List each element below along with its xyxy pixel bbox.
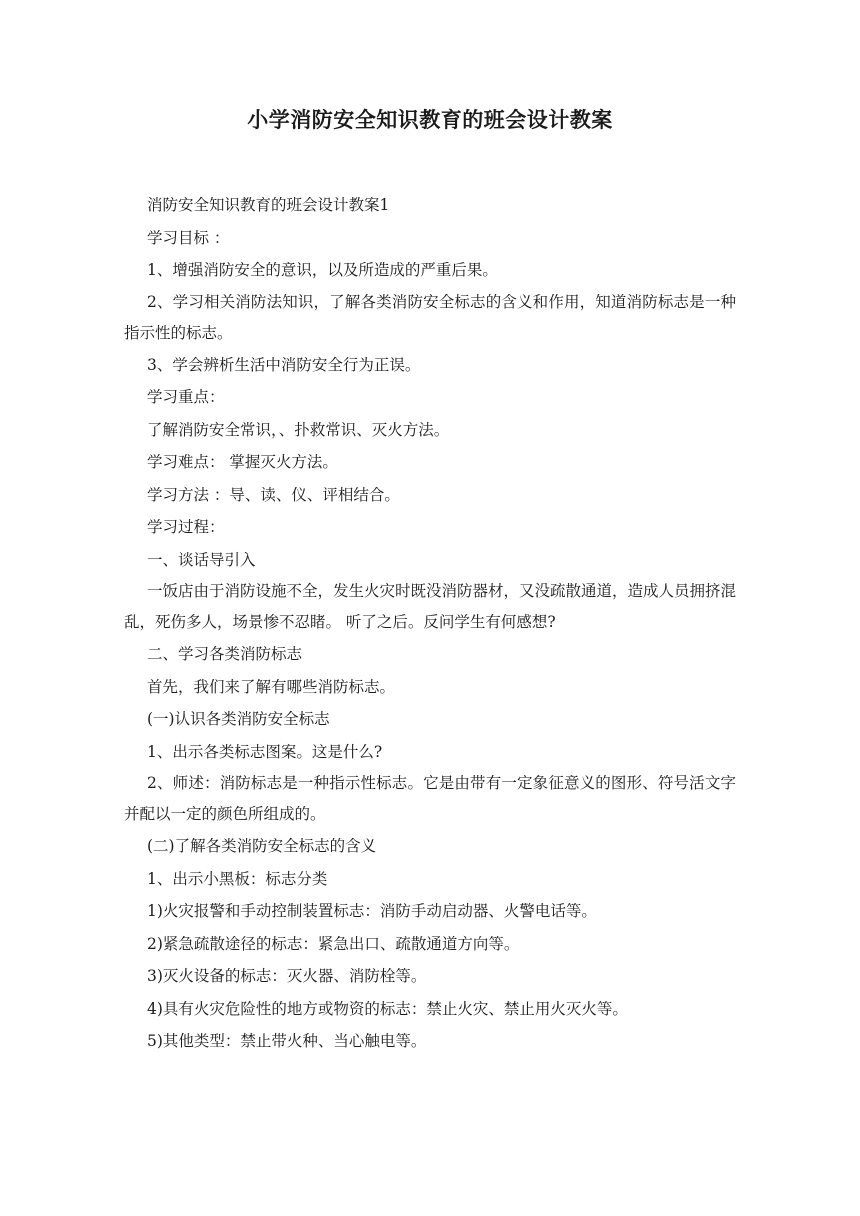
paragraph: 5)其他类型：禁止带火种、当心触电等。 (147, 1032, 427, 1050)
paragraph: 学习目标 ： (147, 228, 230, 247)
paragraph: 学习难点： 掌握灭火方法。 (147, 453, 338, 471)
paragraph: 1、增强消防安全的意识，以及所造成的严重后果。 (147, 261, 498, 279)
paragraph: (二)了解各类消防安全标志的含义 (147, 837, 377, 855)
paragraph: 1、出示各类标志图案。这是什么? (147, 742, 383, 761)
paragraph: 3)灭火设备的标志：灭火器、消防栓等。 (147, 967, 427, 985)
paragraph: 首先，我们来了解有哪些消防标志。 (147, 677, 396, 696)
document-body (124, 189, 736, 1058)
paragraph: 1)火灾报警和手动控制装置标志：消防手动启动器、火警电话等。 (147, 902, 597, 920)
paragraph: 2)紧急疏散途径的标志：紧急出口、疏散通道方向等。 (147, 934, 520, 953)
document-title: 小学消防安全知识教育的班会设计教案 (247, 107, 613, 132)
paragraph: 4)具有火灾危险性的地方或物资的标志：禁止火灾、禁止用火灭火等。 (147, 999, 628, 1018)
paragraph: 学习方法 ：导、读、仪、评相结合。 (147, 485, 400, 504)
paragraph: 1、出示小黑板：标志分类 (147, 869, 328, 888)
paragraph: 学习过程： (147, 518, 225, 536)
paragraph: 一饭店由于消防设施不全，发生火灾时既没消防器材，又没疏散通道，造成人员拥挤混乱，死伤多人，场景惨不忍睹。 听了之后。反问学生有何感想? (124, 582, 737, 631)
paragraph: (一)认识各类消防安全标志 (147, 710, 330, 728)
paragraph: 了解消防安全常识，、扑救常识、灭火方法。 (147, 420, 450, 439)
paragraph: 2、师述：消防标志是一种指示性标志。它是由带有一定象征意义的图形、符号活文字并配以一定的颜色所组成的。 (124, 774, 736, 823)
paragraph: 一、谈话导引入 (147, 550, 256, 569)
paragraph: 3、学会辨析生活中消防安全行为正误。 (147, 355, 421, 374)
paragraph: 二、学习各类消防标志 (147, 645, 303, 663)
paragraph: 学习重点： (147, 388, 225, 406)
paragraph: 消防安全知识教育的班会设计教案1 (147, 196, 390, 214)
paragraph: 2、学习相关消防法知识，了解各类消防安全标志的含义和作用，知道消防标志是一种指示性的标志。 (124, 292, 736, 342)
